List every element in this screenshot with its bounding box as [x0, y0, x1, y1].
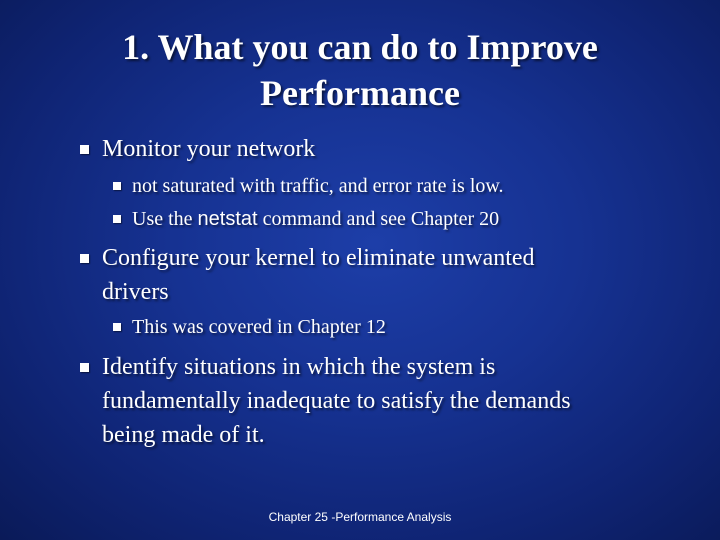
square-bullet-icon — [113, 182, 121, 190]
slide-title — [60, 24, 660, 116]
slide-title-line-1: 1. What you can do to Improve — [122, 27, 598, 67]
sub-bullet-text: not saturated with traffic, and error rate is low. — [132, 175, 504, 197]
bullet-text-line: fundamentally inadequate to satisfy the demands — [102, 388, 571, 414]
square-bullet-icon — [80, 145, 89, 154]
square-bullet-icon — [113, 323, 121, 331]
slide-title-line-2: Performance — [260, 73, 460, 113]
sub-bullet-text: This was covered in Chapter 12 — [132, 316, 386, 338]
bullet-text-line: Configure your kernel to eliminate unwanted — [102, 245, 535, 271]
square-bullet-icon — [113, 215, 121, 223]
bullet-text-line: drivers — [102, 279, 169, 305]
bullet-monitor-network — [102, 132, 315, 166]
square-bullet-icon — [80, 363, 89, 372]
bullet-text-line: being made of it. — [102, 422, 265, 448]
netstat-command: netstat — [197, 208, 258, 230]
slide-footer: Chapter 25 -Performance Analysis — [268, 510, 452, 524]
bullet-configure-kernel — [102, 241, 535, 309]
bullet-identify-situations — [102, 350, 571, 452]
sub-bullet-netstat — [132, 205, 499, 233]
square-bullet-icon — [80, 254, 89, 263]
sub-bullet-saturation — [132, 172, 504, 200]
sub-bullet-chapter-12 — [132, 313, 386, 341]
sub-bullet-text-part: Use the — [132, 208, 198, 230]
sub-bullet-text-part: command and see Chapter 20 — [257, 208, 500, 230]
bullet-text: Monitor your network — [102, 136, 316, 162]
bullet-text-line: Identify situations in which the system is — [102, 354, 496, 380]
